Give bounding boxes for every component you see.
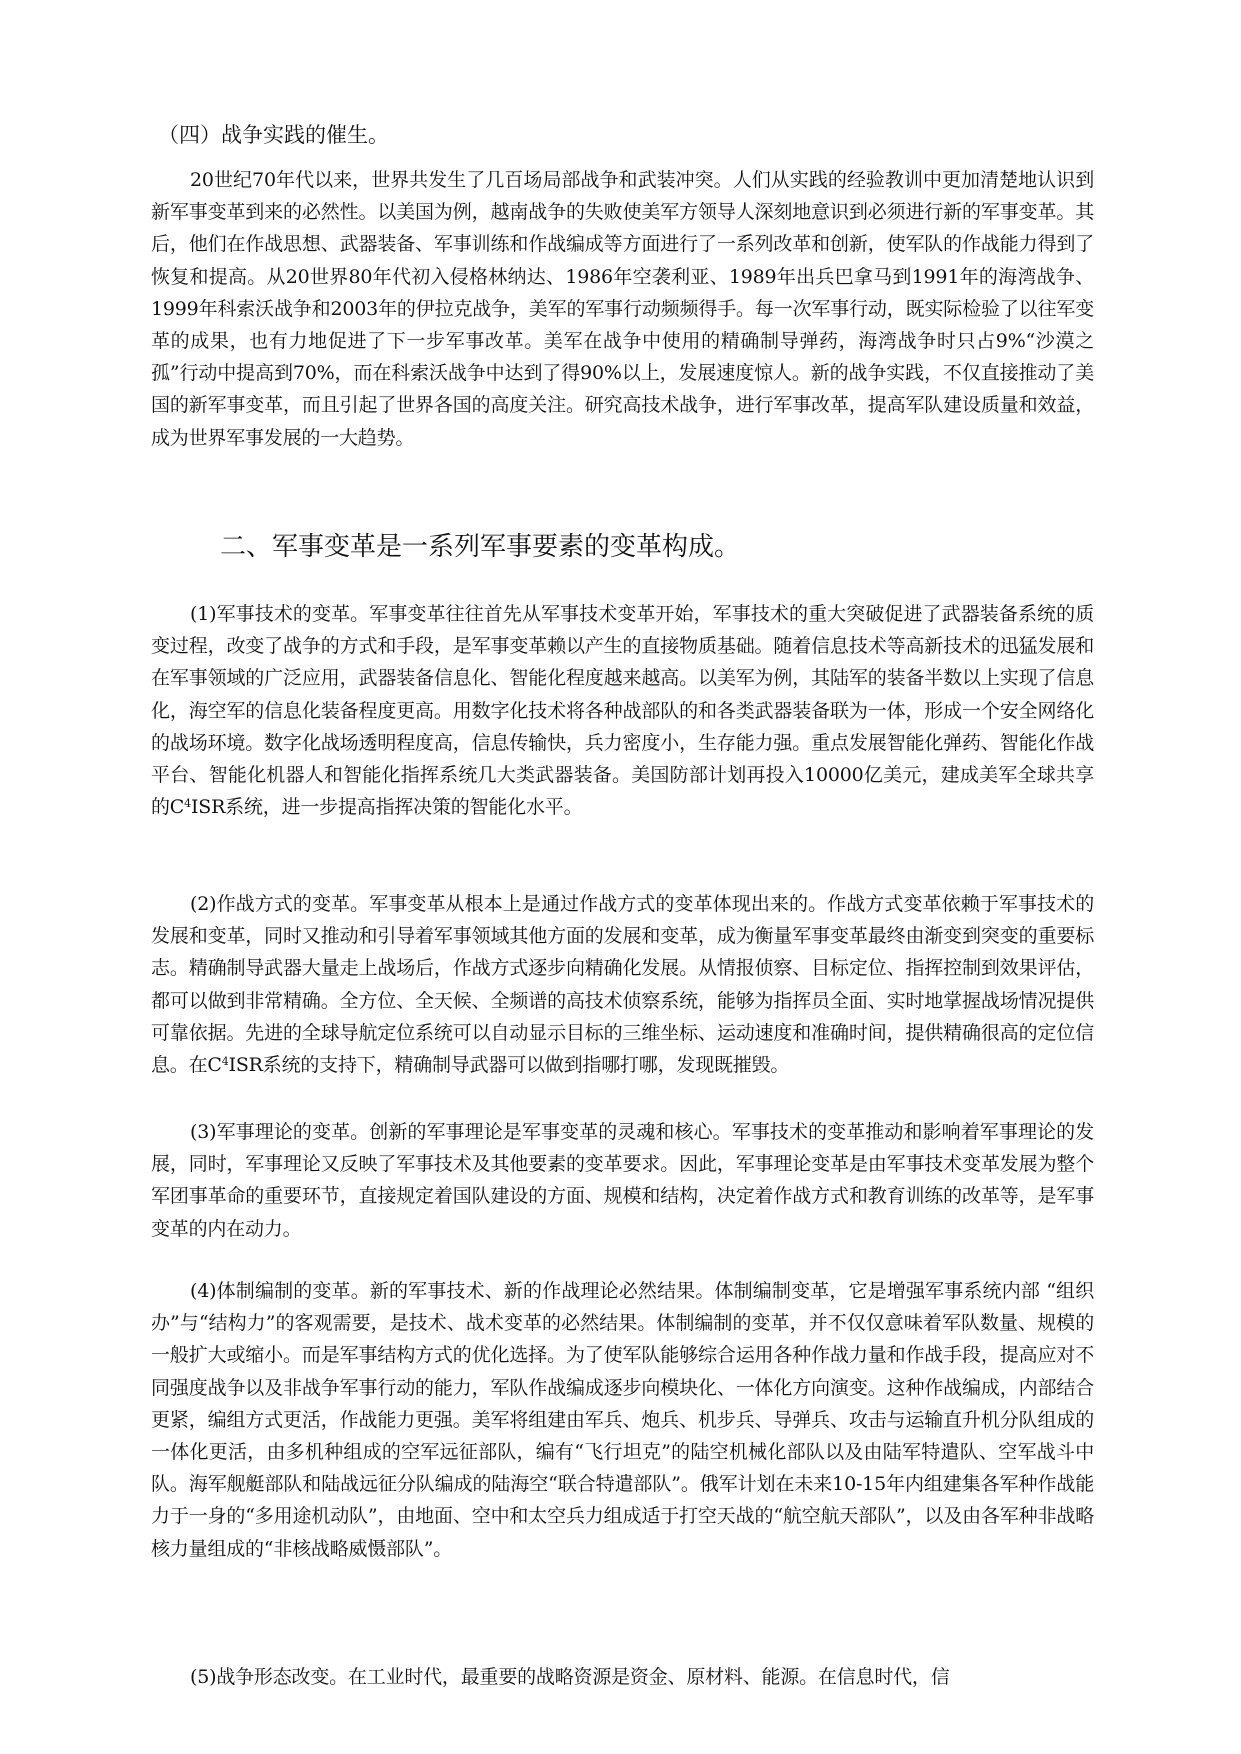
section-heading: 二、军事变革是一系列军事要素的变革构成。: [220, 532, 741, 562]
subheading-war-practice: （四）战争实践的催生。: [158, 123, 389, 147]
paragraph-military-theory: (3)军事理论的变革。创新的军事理论是军事变革的灵魂和核心。军事技术的变革推动和影响着军事理论的发展，同时，军事理论又反映了军事技术及其他要素的变革要求。因此，军事理论变革是由军事技术变革发展为整个军团事革命的重要环节，直接规定着国队建设的方面、规模和结构，决定着作战方式和教育训练的改革等，是军事变革的内在动力。: [151, 1121, 1094, 1240]
paragraph-text: ISR系统，进一步提高指挥决策的智能化水平。: [190, 796, 583, 819]
paragraph-organizational-structure: (4)体制编制的变革。新的军事技术、新的作战理论必然结果。体制编制变革，它是增强军事系统内部 “组织办”与“结构力”的客观需要，是技术、战术变革的必然结果。体制编制的变革，并不仅仅意味着军队数量、规模的一般扩大或缩小。而是军事结构方式的优化选择。为了使军队能够综合运用各种作战力量和作战手段，提高应对不同强度战争以及非战争军事行动的能力，军队作战编成逐步向模块化、一体化方向演变。这种作战编成，内部结合更紧，编组方式更活，作战能力更强。美军将组建由军兵、炮兵、机步兵、导弹兵、攻击与运输直升机分队组成的一体化更活，由多机种组成的空军远征部队，编有“飞行坦克”的陆空机械化部队以及由陆军特遣队、空军战斗中队。海军舰艇部队和陆战远征分队编成的陆海空“联合特遣部队”。俄军计划在未来10-15年内组建集各军种作战能力于一身的“多用途机动队”，由地面、空中和太空兵力组成适于打空天战的“航空航天部队”，以及由各军种非战略核力量组成的“非核战略威慑部队”。: [151, 1280, 1094, 1560]
superscript: 4: [221, 1055, 229, 1069]
superscript: 4: [184, 797, 191, 811]
paragraph-text: (1)军事技术的变革。军事变革往往首先从军事技术变革开始，军事技术的重大突破促进了武器装备系统的质变过程，改变了战争的方式和手段，是军事变革赖以产生的直接物质基础。随着信息技术等高新技术的迅猛发展和在军事领域的广泛应用，武器装备信息化、智能化程度越来越高。以美军为例，其陆军的装备半数以上实现了信息化，海空军的信息化装备程度更高。用数字化技术将各种战部队的和各类武器装备联为一体，形成一个安全网络化的战场环境。数字化战场透明程度高，信息传输快，兵力密度小，生存能力强。重点发展智能化弹药、智能化作战平台、智能化机器人和智能化指挥系统几大类武器装备。美国防部计划再投入10000亿美元，建成美军全球共享的C: [151, 603, 1094, 819]
paragraph-war-form: (5)战争形态改变。在工业时代，最重要的战略资源是资金、原材料、能源。在信息时代，信: [190, 1666, 950, 1688]
paragraph-text: (2)作战方式的变革。军事变革从根本上是通过作战方式的变革体现出来的。作战方式变革依赖于军事技术的发展和变革，同时又推动和引导着军事领域其他方面的发展和变革，成为衡量军事变革最终由渐变到突变的重要标志。精确制导武器大量走上战场后，作战方式逐步向精确化发展。从情报侦察、目标定位、指挥控制到效果评估，都可以做到非常精确。全方位、全天候、全频谱的高技术侦察系统，能够为指挥员全面、实时地掌握战场情况提供可靠依据。先进的全球导航定位系统可以自动显示目标的三维坐标、运动速度和准确时间，提供精确很高的定位信息。在C: [151, 893, 1094, 1077]
paragraph-combat-methods: [151, 888, 1094, 1081]
paragraph-text: ISR系统的支持下，精确制导武器可以做到指哪打哪，发现既摧毁。: [228, 1054, 790, 1077]
intro-paragraph: 20世纪70年代以来，世界共发生了几百场局部战争和武装冲突。人们从实践的经验教训中更加清楚地认识到新军事变革到来的必然性。以美国为例，越南战争的失败使美军方领导人深刻地意识到必须进行新的军事变革。其后，他们在作战思想、武器装备、军事训练和作战编成等方面进行了一系列改革和创新，使军队的作战能力得到了恢复和提高。从20世界80年代初入侵格林纳达、1986年空袭利亚、1989年出兵巴拿马到1991年的海湾战争、1999年科索沃战争和2003年的伊拉克战争，美军的军事行动频频得手。每一次军事行动，既实际检验了以往军变革的成果，也有力地促进了下一步军事改革。美军在战争中使用的精确制导弹药，海湾战争时只占9%“沙漠之孤”行动中提高到70%，而在科索沃战争中达到了得90%以上，发展速度惊人。新的战争实践，不仅直接推动了美国的新军事变革，而且引起了世界各国的高度关注。研究高技术战争，进行军事改革，提高军队建设质量和效益，成为世界军事发展的一大趋势。: [151, 169, 1094, 449]
paragraph-military-technology: [151, 598, 1094, 823]
